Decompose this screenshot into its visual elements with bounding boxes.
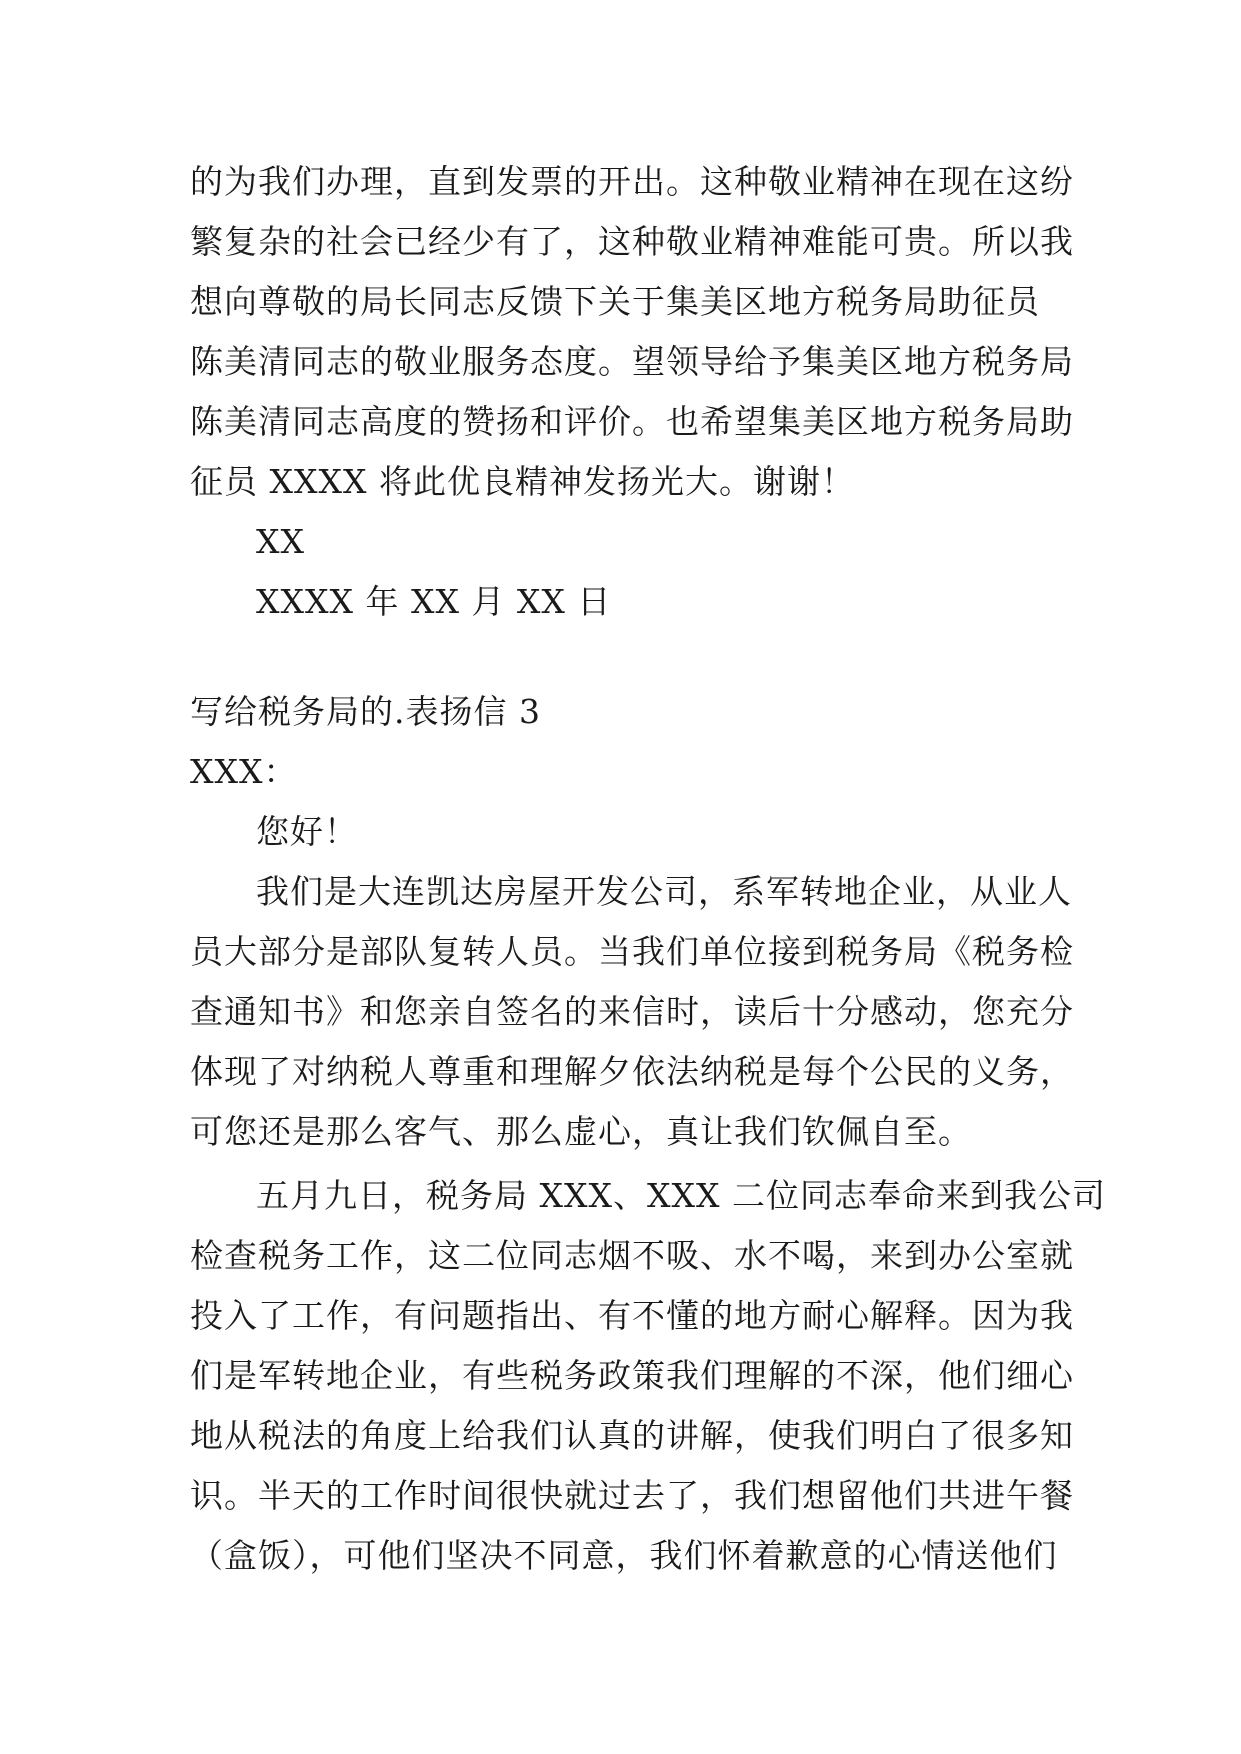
paragraph-line: 我们是大连凯达房屋开发公司，系军转地企业，从业人 [256,872,1072,911]
paragraph-line: （盒饭），可他们坚决不同意，我们怀着歉意的心情送他们 [190,1536,1058,1575]
signature-date: XXXX 年 XX 月 XX 日 [256,582,612,621]
section-title: 写给税务局的.表扬信 3 [190,692,541,731]
paragraph-line: 体现了对纳税人尊重和理解夕依法纳税是每个公民的义务， [190,1052,1074,1091]
body-line: 繁复杂的社会已经少有了，这种敬业精神难能可贵。所以我 [190,222,1074,261]
paragraph-line: 投入了工作，有问题指出、有不懂的地方耐心解释。因为我 [190,1296,1074,1335]
paragraph-line: 查通知书》和您亲自签名的来信时，读后十分感动，您充分 [190,992,1074,1031]
salutation: XXX： [190,752,298,791]
paragraph-line: 检查税务工作，这二位同志烟不吸、水不喝，来到办公室就 [190,1236,1074,1275]
body-line: 征员 XXXX 将此优良精神发扬光大。谢谢！ [190,462,855,501]
greeting: 您好！ [256,812,358,851]
body-line: 陈美清同志高度的赞扬和评价。也希望集美区地方税务局助 [190,402,1074,441]
paragraph-line: 识。半天的工作时间很快就过去了，我们想留他们共进午餐 [190,1476,1074,1515]
paragraph-line: 可您还是那么客气、那么虚心，真让我们钦佩自至。 [190,1112,972,1151]
paragraph-line: 员大部分是部队复转人员。当我们单位接到税务局《税务检 [190,932,1074,971]
paragraph-line: 五月九日，税务局 XXX、XXX 二位同志奉命来到我公司 [256,1176,1106,1215]
body-line: 的为我们办理，直到发票的开出。这种敬业精神在现在这纷 [190,162,1074,201]
paragraph-line: 地从税法的角度上给我们认真的讲解，使我们明白了很多知 [190,1416,1074,1455]
paragraph-line: 们是军转地企业，有些税务政策我们理解的不深，他们细心 [190,1356,1074,1395]
body-line: 陈美清同志的敬业服务态度。望领导给予集美区地方税务局 [190,342,1074,381]
signature-name: XX [256,522,305,561]
body-line: 想向尊敬的局长同志反馈下关于集美区地方税务局助征员 [190,282,1040,321]
